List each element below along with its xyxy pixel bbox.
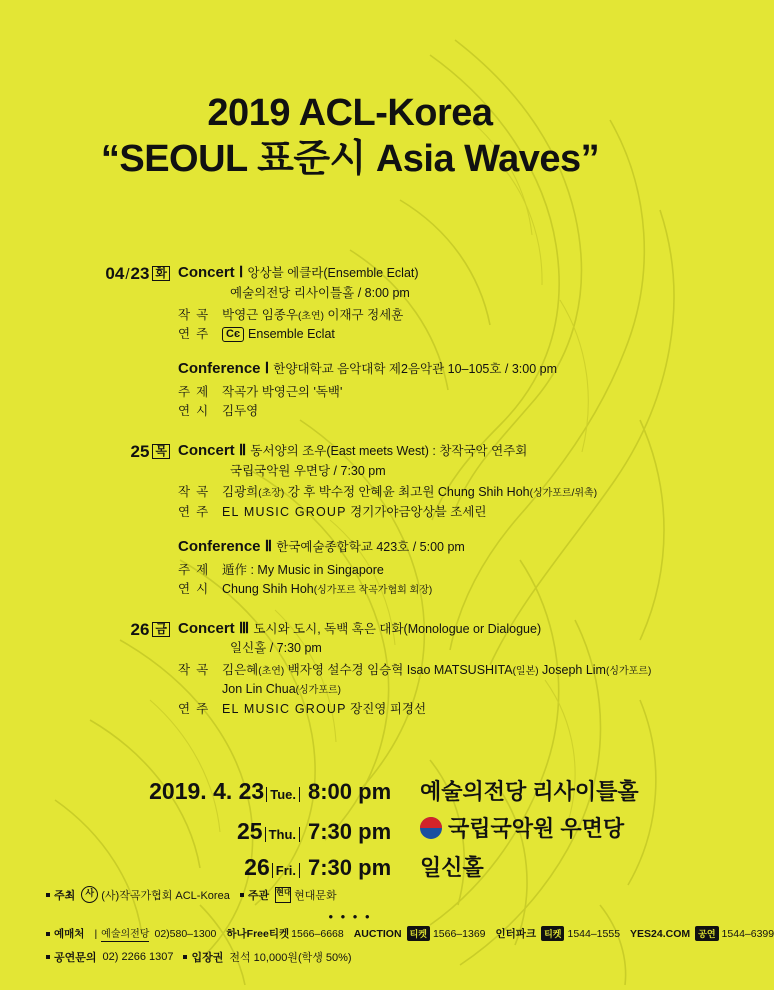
hyundai-mark-icon: 현대 bbox=[275, 887, 291, 903]
event-venue: 일신홀 / 7:30 pm bbox=[230, 641, 322, 656]
program-day bbox=[0, 262, 700, 422]
credit-value: 김두영 bbox=[222, 404, 259, 419]
credit-row bbox=[178, 483, 680, 502]
credit-label: 주제 bbox=[178, 385, 215, 399]
event-subtitle: 한국예술종합학교 423호 / 5:00 pm bbox=[276, 540, 465, 554]
credit-group-name: EL MUSIC GROUP bbox=[222, 701, 347, 716]
event-heading bbox=[178, 440, 680, 462]
date-day: 23 bbox=[130, 264, 150, 283]
date-day: 26 bbox=[130, 619, 150, 639]
event-heading bbox=[178, 358, 680, 380]
program-day-body bbox=[178, 618, 700, 720]
schedule-date-text: 25 bbox=[236, 817, 263, 844]
program-day bbox=[0, 618, 700, 720]
event-credits bbox=[178, 661, 680, 719]
program-event bbox=[178, 536, 680, 600]
interpark-name: 인터파크 bbox=[495, 928, 537, 940]
credit-value: 작곡가 박영근의 '독백' bbox=[222, 385, 343, 399]
title-line-1: 2019 ACL-Korea bbox=[207, 92, 493, 134]
bullet-icon bbox=[46, 893, 50, 897]
credit-names-tail: 백자영 설수경 임승혁 Isao MATSUSHITA bbox=[284, 663, 513, 677]
schedule-dayofweek: Thu. bbox=[265, 827, 300, 842]
association-seal-icon: 사 bbox=[81, 886, 98, 903]
interpark-ticket-label: 티켓 bbox=[541, 926, 564, 941]
footer-ticketing-row bbox=[46, 925, 774, 942]
credit-value bbox=[222, 580, 680, 599]
schedule-venue-text: 국립국악원 우면당 bbox=[448, 816, 625, 841]
credit-note: (싱가포르 작곡가협회 회장) bbox=[313, 585, 433, 597]
event-subtitle: 앙상블 에클라(Ensemble Eclat) bbox=[247, 266, 419, 280]
schedule-date bbox=[0, 818, 308, 845]
credit-note-cont: (싱가포르) bbox=[295, 685, 341, 697]
event-title: Concert Ⅰ bbox=[178, 264, 244, 281]
sponsor-label: 주관 bbox=[247, 889, 270, 902]
decorative-dots: • • • • bbox=[328, 909, 372, 924]
poster-footer bbox=[0, 886, 774, 972]
program-day bbox=[0, 440, 700, 600]
program-day-date bbox=[40, 620, 170, 640]
event-subtitle: 한양대학교 음악대학 제2음악관 10–105호 / 3:00 pm bbox=[273, 362, 558, 377]
program-day-body bbox=[178, 440, 700, 600]
credit-value bbox=[222, 661, 680, 700]
credit-value bbox=[222, 700, 680, 719]
schedule-time: 7:30 pm bbox=[308, 818, 392, 844]
schedule-summary bbox=[0, 775, 700, 888]
date-separator: / bbox=[125, 266, 130, 283]
credit-names-tail: 경기가야금앙상블 조세린 bbox=[346, 504, 487, 519]
schedule-venue-text: 예술의전당 리사이틀홀 bbox=[420, 779, 639, 804]
event-heading bbox=[178, 618, 680, 640]
event-venue: 국립국악원 우면당 / 7:30 pm bbox=[230, 463, 386, 478]
date-month: 04 bbox=[105, 264, 125, 283]
credit-value bbox=[222, 503, 680, 522]
host-label: 주최 bbox=[54, 889, 76, 902]
credit-label: 주제 bbox=[178, 562, 215, 577]
yes24-show-label: 공연 bbox=[695, 926, 718, 941]
credit-row bbox=[178, 402, 680, 421]
credit-row bbox=[178, 580, 680, 599]
schedule-date bbox=[0, 854, 308, 881]
ensemble-eclat-logo-icon: Cє bbox=[222, 327, 244, 342]
credit-row bbox=[178, 325, 680, 344]
ticket-price-value: 전석 10,000원(학생 50%) bbox=[229, 952, 352, 964]
event-credits bbox=[178, 483, 680, 522]
credit-note: (초연) bbox=[297, 310, 324, 322]
event-heading bbox=[178, 536, 680, 558]
credit-label: 연주 bbox=[178, 701, 215, 716]
credit-row bbox=[178, 306, 680, 325]
auction-name: AUCTION bbox=[353, 927, 402, 940]
schedule-row bbox=[0, 775, 700, 806]
program-event bbox=[178, 358, 680, 422]
schedule-time: 7:30 pm bbox=[308, 854, 392, 880]
auction-ticket-label: 티켓 bbox=[407, 926, 430, 941]
event-title: Conference Ⅰ bbox=[178, 360, 270, 378]
schedule-venue bbox=[420, 812, 624, 843]
credit-names: Ensemble Eclat bbox=[248, 326, 335, 341]
event-credits bbox=[178, 383, 680, 422]
event-credits bbox=[178, 561, 680, 600]
program-day-body bbox=[178, 262, 700, 422]
credit-row bbox=[178, 383, 680, 402]
gugak-center-logo-icon bbox=[420, 817, 442, 839]
credit-continuation bbox=[222, 680, 680, 699]
schedule-time: 8:00 pm bbox=[308, 779, 392, 804]
credit-label: 연주 bbox=[178, 504, 215, 519]
event-credits bbox=[178, 306, 680, 345]
credit-value: 遁作 : My Music in Singapore bbox=[222, 562, 384, 577]
divider: | bbox=[94, 927, 98, 940]
schedule-venue bbox=[420, 851, 484, 882]
date-day: 25 bbox=[130, 441, 150, 461]
auction-phone: 1566–1369 bbox=[432, 927, 486, 940]
bullet-icon bbox=[240, 893, 244, 897]
title-line-2: “SEOUL 표준시 Asia Waves” bbox=[100, 137, 600, 180]
schedule-date-text: 2019. 4. 23 bbox=[149, 778, 265, 804]
hana-ticket-phone: 1566–6668 bbox=[291, 927, 344, 940]
yes24-name: YES24.COM bbox=[630, 927, 691, 940]
program-day-date bbox=[40, 264, 170, 284]
credit-names-tail: 강 후 박수정 안혜윤 최고원 Chung Shih Hoh bbox=[284, 485, 530, 500]
event-subtitle: 도시와 도시, 독백 혹은 대화(Monologue or Dialogue) bbox=[253, 621, 542, 636]
credit-row bbox=[178, 700, 680, 719]
schedule-dayofweek: Fri. bbox=[272, 863, 300, 878]
credit-names: 김은혜 bbox=[222, 663, 259, 677]
event-subtitle: 동서양의 조우(East meets West) : 창작국악 연주회 bbox=[250, 443, 528, 458]
credit-row bbox=[178, 561, 680, 580]
sac-phone: 02)580–1300 bbox=[154, 927, 217, 940]
credit-names-tail: 장진영 피경선 bbox=[346, 701, 427, 716]
credit-label: 작곡 bbox=[178, 307, 215, 322]
date-dayofweek: 화 bbox=[152, 266, 170, 281]
footer-host-row bbox=[46, 886, 654, 903]
credit-names: Chung Shih Hoh bbox=[222, 582, 314, 597]
credit-label: 연시 bbox=[178, 582, 215, 597]
program-event bbox=[178, 618, 680, 720]
sponsor-name: 현대문화 bbox=[294, 889, 337, 902]
bullet-icon bbox=[46, 932, 50, 936]
credit-group-name: EL MUSIC GROUP bbox=[222, 504, 347, 519]
program-event bbox=[178, 440, 680, 522]
credit-value bbox=[222, 325, 680, 344]
ticketing-label: 예매처 bbox=[54, 928, 85, 940]
credit-value bbox=[222, 483, 680, 502]
bullet-icon bbox=[46, 955, 50, 959]
credit-names: 김광희 bbox=[222, 485, 259, 500]
event-heading bbox=[178, 262, 680, 284]
credit-note-tail: (싱가포르/위촉) bbox=[529, 488, 598, 500]
credit-note-tail-2: (싱가포르) bbox=[605, 666, 652, 677]
credit-label: 연시 bbox=[178, 404, 215, 419]
credit-names-tail: 이재구 정세훈 bbox=[323, 307, 404, 322]
event-title: Conference Ⅱ bbox=[178, 538, 273, 555]
inquiry-label: 공연문의 bbox=[54, 952, 97, 964]
credit-label: 연주 bbox=[178, 326, 215, 341]
credit-note-tail: (일본) bbox=[512, 666, 539, 677]
credit-row bbox=[178, 503, 680, 522]
program-event bbox=[178, 262, 680, 344]
schedule-row bbox=[0, 812, 700, 845]
program-day-date bbox=[40, 442, 170, 462]
credit-label: 작곡 bbox=[178, 485, 215, 500]
schedule-venue bbox=[420, 775, 639, 806]
hana-ticket-name: 하나Free티켓 bbox=[226, 928, 290, 940]
footer-inquiry-row bbox=[46, 949, 654, 965]
credit-note: (초연) bbox=[258, 666, 285, 677]
ticket-price-label: 입장권 bbox=[191, 952, 224, 964]
yes24-phone: 1544–6399 bbox=[721, 927, 774, 940]
event-venue: 예술의전당 리사이틀홀 / 8:00 pm bbox=[230, 285, 410, 300]
schedule-venue-text: 일신홀 bbox=[420, 854, 484, 880]
credit-names-tail-2: Joseph Lim bbox=[538, 663, 606, 677]
schedule-dayofweek: Tue. bbox=[266, 787, 300, 802]
interpark-phone: 1544–1555 bbox=[567, 927, 621, 940]
schedule-row bbox=[0, 851, 700, 882]
credit-names-cont: Jon Lin Chua bbox=[222, 682, 296, 697]
sac-logo: 예술의전당 bbox=[101, 925, 149, 942]
credit-note: (초장) bbox=[258, 488, 285, 500]
credit-row bbox=[178, 661, 680, 700]
schedule-date bbox=[0, 778, 308, 805]
credit-label: 작곡 bbox=[178, 663, 215, 677]
inquiry-value: 02) 2266 1307 bbox=[102, 951, 174, 963]
date-dayofweek: 금 bbox=[152, 622, 170, 637]
event-title: Concert Ⅲ bbox=[178, 619, 250, 637]
bullet-icon bbox=[183, 955, 187, 959]
poster-title bbox=[0, 92, 700, 183]
credit-names: 박영근 임종우 bbox=[222, 307, 298, 322]
credit-value bbox=[222, 306, 680, 325]
event-title: Concert Ⅱ bbox=[178, 441, 247, 459]
host-name: (사)작곡가협회 ACL-Korea bbox=[101, 889, 230, 902]
date-dayofweek: 목 bbox=[152, 444, 170, 459]
program-list bbox=[0, 262, 700, 725]
schedule-date-text: 26 bbox=[244, 853, 270, 880]
